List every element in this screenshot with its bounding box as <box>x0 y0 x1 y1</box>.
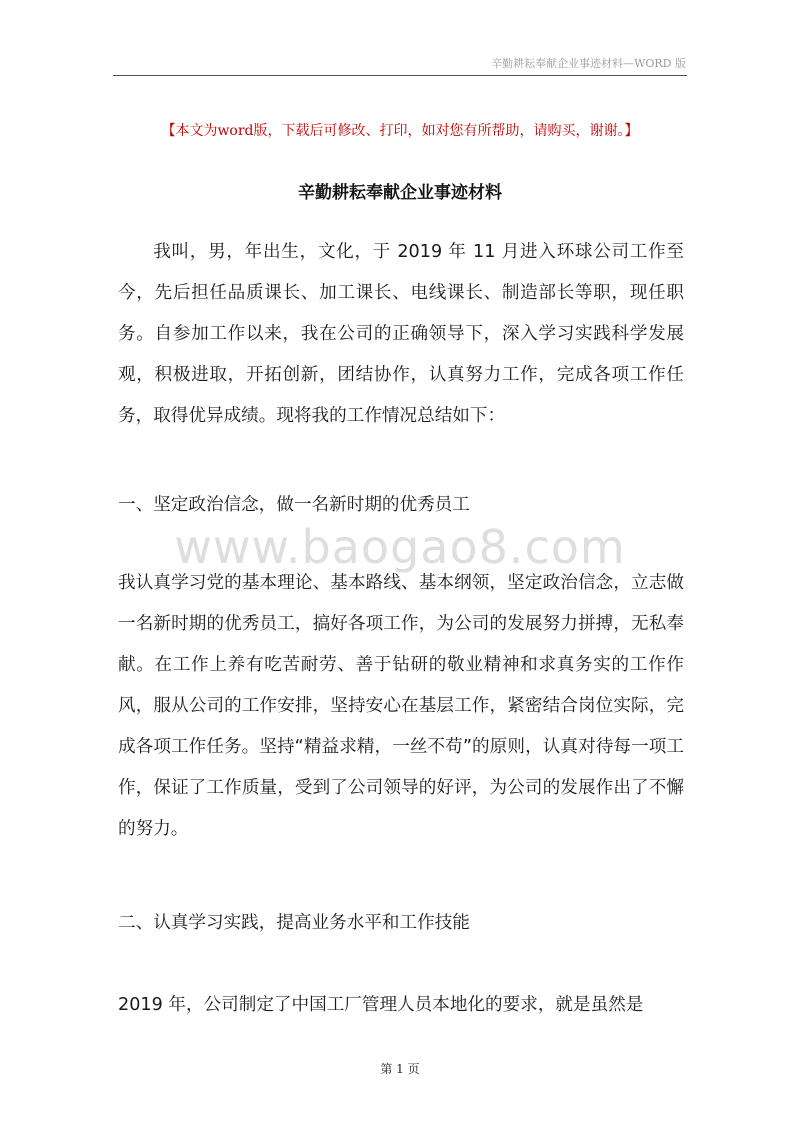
document-title: 辛勤耕耘奉献企业事迹材料 <box>298 183 502 203</box>
section-1-paragraph: 我认真学习党的基本理论、基本路线、基本纲领，坚定政治信念，立志做一名新时期的优秀员工，搞好各项工作，为公司的发展努力拼搏，无私奉献。在工作上养有吃苦耐劳、善于钻研的敬业精神和求真务实的工作作风，服从公司的工作安排，坚持安心在基层工作，紧密结合岗位实际，完成各项工作任务。坚持“精益求精，一丝不苟”的原则，认真对待每一项工作，保证了工作质量，受到了公司领导的好评，为公司的发展作出了不懈的努力。 <box>118 573 684 839</box>
section-1-heading: 一、坚定政治信念，做一名新时期的优秀员工 <box>118 495 470 515</box>
section-2-paragraph: 2019 年，公司制定了中国工厂管理人员本地化的要求，就是虽然是 <box>118 995 644 1015</box>
page-number: 第 1 页 <box>380 1062 420 1076</box>
intro-paragraph: 我叫，男，年出生，文化，于 2019 年 11 月进入环球公司工作至今，先后担任品质课长、加工课长、电线课长、制造部长等职，现任职务。自参加工作以来，我在公司的正确领导下，深入学习实践科学发展观，积极进取，开拓创新，团结协作，认真努力工作，完成各项工作任务，取得优异成绩。现将我的工作情况总结如下： <box>118 242 684 426</box>
watermark: www.baogao8.com <box>174 520 626 574</box>
running-header: 辛勤耕耘奉献企业事迹材料—WORD 版 <box>491 57 686 70</box>
header-divider <box>113 75 687 76</box>
purchase-notice: 【本文为word版，下载后可修改、打印，如对您有所帮助，请购买，谢谢。】 <box>161 123 639 139</box>
section-2-heading: 二、认真学习实践，提高业务水平和工作技能 <box>118 913 470 933</box>
